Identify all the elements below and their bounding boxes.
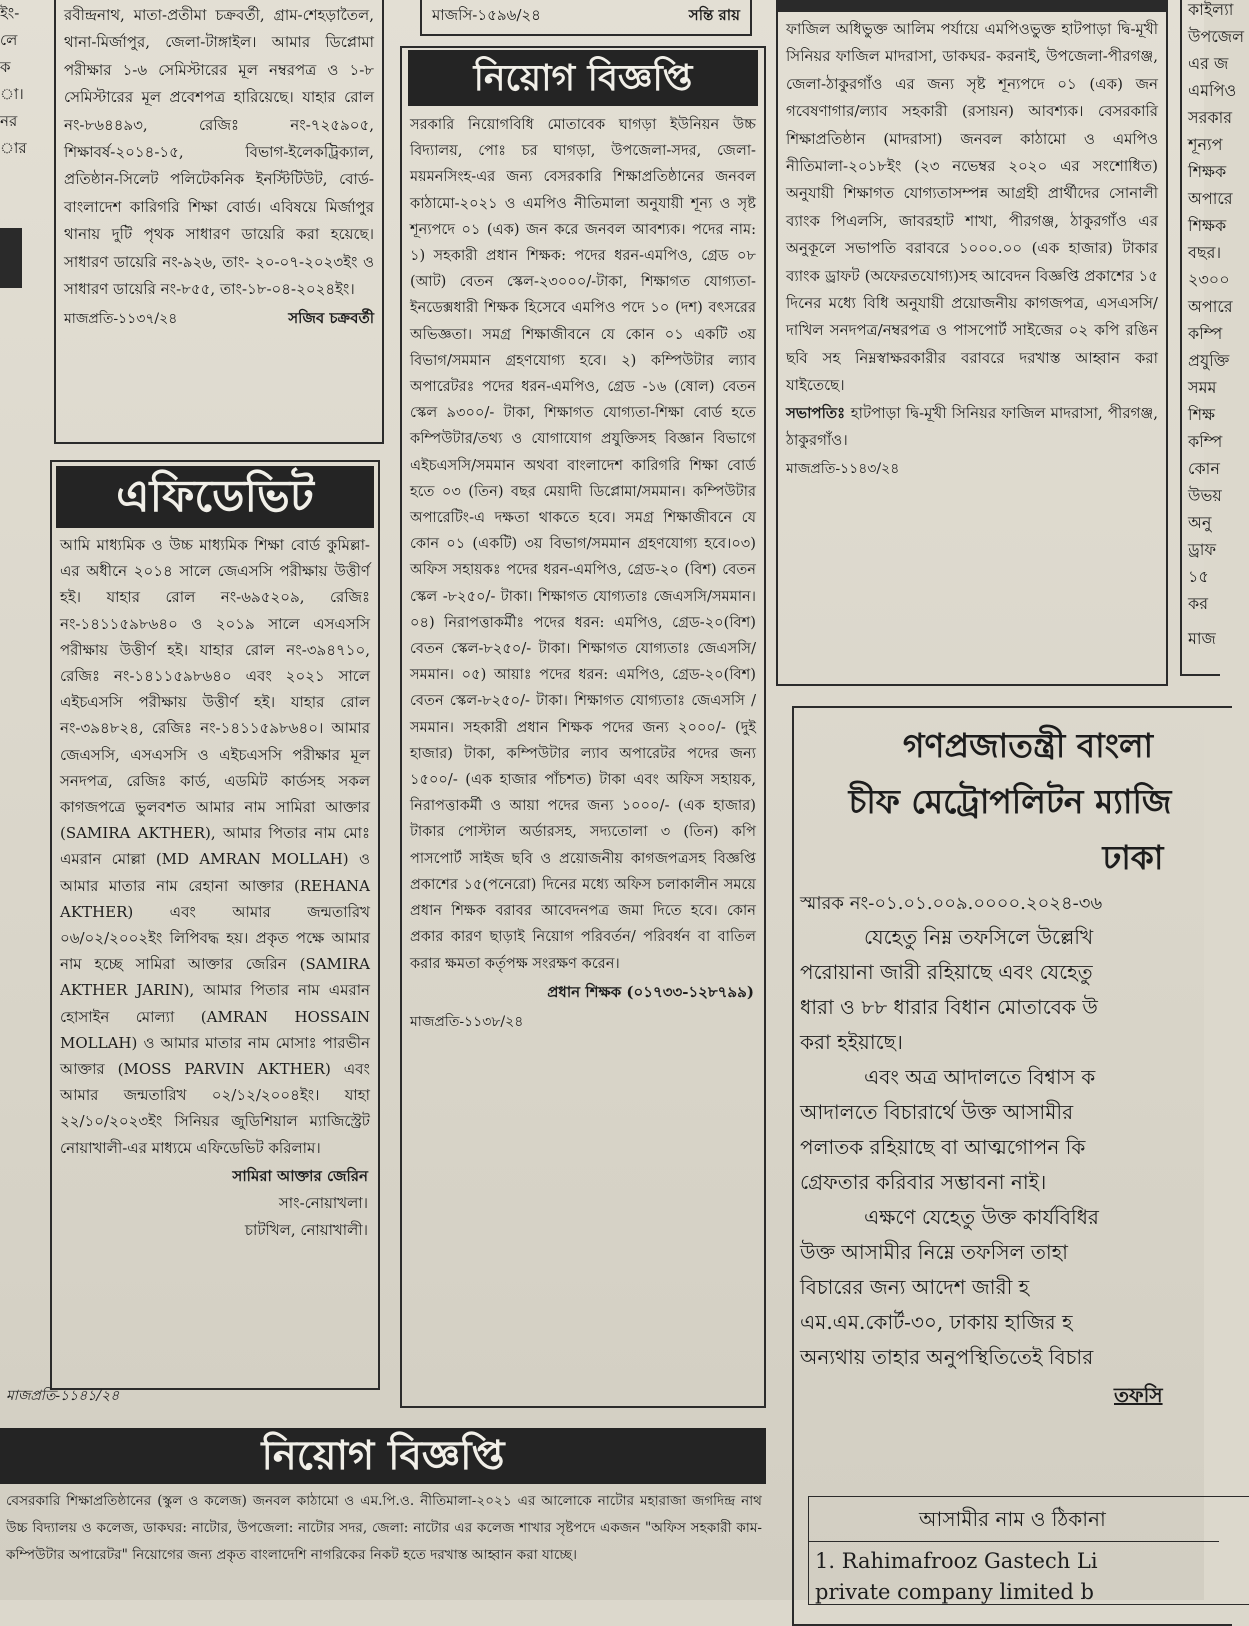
court-table-row-2: private company limited b (815, 1580, 1094, 1604)
court-table-header: আসামীর নাম ও ঠিকানা (809, 1497, 1219, 1542)
left-edge-dark-block (0, 228, 22, 288)
recruitment-signature-1: প্রধান শিক্ষক (০১৭৩৩-১২৮৭৯৯) (547, 982, 754, 1001)
madrasa-body: ফাজিল অধিভুক্ত আলিম পর্যায়ে এমপিওভুক্ত হাটপাড়া দ্বি-মূখী সিনিয়র ফাজিল মাদরাসা, ডাকঘর- করনাই, উপজেলা-পীরগঞ্জ, জেলা-ঠাকুরগাঁও এর জন্য সৃষ্ট শূন্যপদে ০১ (এক) জন গবেষণাগার/ল্যাব সহকারী (রসায়ন) আবশ্যক। বেসরকারি শিক্ষাপ্রতিষ্ঠান (মাদরাসা) জনবল কাঠামো ও এমপিও নীতিমালা-২০১৮ইং (২৩ নভেম্বর ২০২০ এর সংশোধিত) অনুযায়ী শিক্ষাগত যোগ্যতাসম্পন্ন আগ্রহী প্রার্থীদের সোনালী ব্যাংক পিএলসি, জাবরহাট শাখা, পীরগঞ্জ, ঠাকুরগাঁও এর অনুকূলে সভাপতি বরাবরে ১০০০.০০ (এক হাজার) টাকার ব্যাংক ড্রাফট (অফেরতযোগ্য)সহ আবেদন বিজ্ঞপ্তি প্রকাশের ১৫ দিনের মধ্যে বিধি অনুযায়ী প্রয়োজনীয় কাগজপত্র, এসএসসি/দাখিল সনদপত্র/নম্বরপত্র ও পাসপোর্ট সাইজের ০২ কপি রঙিন ছবি সহ নিম্নস্বাক্ষরকারীর বরাবরে দরখাস্ত আহ্বান করা যাইতেছে। (786, 20, 1158, 395)
col4-line: শিক্ষ (1188, 405, 1216, 424)
col4-line: সমম (1188, 378, 1217, 397)
notice-body: রবীন্দ্রনাথ, মাতা-প্রতীমা চক্রবর্তী, গ্রাম-শেহড়াতৈল, থানা-মির্জাপুর, জেলা-টাঙ্গাইল। আমার ডিপ্লোমা পরীক্ষার ১-৬ সেমিস্টারের মূল নম্বরপত্র ও ১-৮ সেমিস্টারের মূল প্রবেশপত্র হারিয়েছে। যাহার রোল নং-৮৬৪৪৯৩, রেজিঃ নং-৭২৫৯০৫, শিক্ষাবর্ষ-২০১৪-১৫, বিভাগ-ইলেকট্রিক্যাল, প্রতিষ্ঠান-সিলেট পলিটেকনিক ইনস্টিটিউট, বোর্ড-বাংলাদেশ কারিগরি শিক্ষা বোর্ড। এবিষয়ে মির্জাপুর থানায় দুটি পৃথক সাধারণ ডায়েরি করা হয়েছে। সাধারণ ডায়েরি নং-৯২৬, তাং- ২০-০৭-২০২৩ইং ও সাধারণ ডায়েরি নং-৮৫৫, তাং-১৮-০৪-২০২৪ইং। (64, 6, 374, 299)
court-line: এম.এম.কোর্ট-৩০, ঢাকায় হাজির হ (800, 1310, 1073, 1334)
court-line: বিচারের জন্য আদেশ জারী হ (800, 1275, 1030, 1299)
recruitment-body-1: সরকারি নিয়োগবিধি মোতাবেক ঘাগড়া ইউনিয়ন উচ্চ বিদ্যালয়, পোঃ চর ঘাগড়া, উপজেলা-সদর, জেলা-ময়মনসিংহ-এর জন্য বেসরকারি শিক্ষাপ্রতিষ্ঠানের জনবল কাঠামো-২০২১ ও এমপিও নীতিমালা অনুযায়ী শূন্য ও সৃষ্ট শূন্যপদে ০১ (এক) জন করে জনবল আবশ্যক। পদের নাম: ১) সহকারী প্রধান শিক্ষক: পদের ধরন-এমপিও, গ্রেড ০৮ (আট) বেতন স্কেল-২৩০০০/-টাকা, শিক্ষাগত যোগ্যতা-ইনডেক্সধারী শিক্ষক হিসেবে এমপিও পদে ১০ (দশ) বৎসরের অভিজ্ঞতা। সমগ্র শিক্ষাজীবনে যে কোন ০১ একটি ৩য় বিভাগ/সমমান গ্রহণযোগ্য হবে। ২) কম্পিউটার ল্যাব অপারেটরঃ পদের ধরন-এমপিও, গ্রেড -১৬ (ষোল) বেতন স্কেল ৯৩০০/- টাকা, শিক্ষাগত যোগ্যতা-শিক্ষা বোর্ড হতে কম্পিউটার/তথ্য ও যোগাযোগ প্রযুক্তিসহ বিজ্ঞান বিভাগে এইচএসসি/সমমান অথবা বাংলাদেশ কারিগরি শিক্ষা বোর্ড হতে ০৩ (তিন) বছর মেয়াদী ডিপ্লোমা/সমমান। কম্পিউটার অপারেটিং-এ দক্ষতা থাকতে হবে। সমগ্র শিক্ষাজীবনে যে কোন ০১ (একটি) ৩য় বিভাগ/সমমান গ্রহণযোগ্য হবে।০৩) অফিস সহায়কঃ পদের ধরন-এমপিও, গ্রেড-২০ (বিশ) বেতন স্কেল -৮২৫০/- টাকা। শিক্ষাগত যোগ্যতাঃ জেএসসি/সমমান। ০৪) নিরাপত্তাকর্মীঃ পদের ধরন: এমপিও, গ্রেড-২০(বিশ) বেতন স্কেল-৮২৫০/- টাকা। শিক্ষাগত যোগ্যতাঃ জেএসসি/সমমান। ০৫) আয়াঃ পদের ধরন: এমপিও, গ্রেড-২০(বিশ) বেতন স্কেল-৮২৫০/- টাকা। শিক্ষাগত যোগ্যতাঃ জেএসসি /সমমান। সহকারী প্রধান শিক্ষক পদের জন্য ২০০০/- (দুই হাজার) টাকা, কম্পিউটার ল্যাব অপারেটর পদের জন্য ১৫০০/- (এক হাজার পাঁচশত) টাকা এবং অফিস সহায়ক, নিরাপত্তাকর্মী ও আয়া পদের জন্য ১০০০/- (এক হাজার) টাকার পোস্টাল অর্ডারসহ, সদ্যতোলা ৩ (তিন) কপি পাসপোর্ট সাইজ ছবি ও প্রয়োজনীয় কাগজপত্রসহ বিজ্ঞপ্তি প্রকাশের ১৫(পনেরো) দিনের মধ্যে অফিস চলাকালীন সময়ে প্রধান শিক্ষক বরাবর আবেদনপত্র জমা দিতে হবে। কোন প্রকার কারণ ছাড়াই নিয়োগ পরিবর্তন/ পরিবর্ধন বা বাতিল করার ক্ষমতা কর্তৃপক্ষ সংরক্ষণ করেন। (410, 116, 756, 972)
left-edge-line: লে (0, 31, 18, 49)
col4-line: এমপিও (1188, 81, 1237, 100)
left-edge-line: ক (0, 58, 11, 76)
col4-line: ১৫ (1188, 567, 1209, 586)
col2-top-strip (420, 0, 752, 36)
madrasa-ref: মাজপ্রতি-১১৪৩/২৪ (786, 460, 900, 477)
court-line: গ্রেফতার করিবার সম্ভাবনা নাই। (800, 1170, 1047, 1194)
col4-line: প্রযুক্তি (1188, 351, 1230, 370)
col4-line: কম্পি (1188, 324, 1223, 343)
col4-line: কর (1188, 594, 1208, 613)
court-memo: স্মারক নং-০১.০১.০০৯.০০০০.২০২৪-৩৬ (800, 893, 1103, 914)
col4-line: অনু (1188, 513, 1212, 532)
col4-clipped-notice (1180, 0, 1244, 676)
recruitment-heading-2: নিয়োগ বিজ্ঞপ্তি (0, 1428, 766, 1484)
affidavit-address-2: চাটখিল, নোয়াখালী। (244, 1220, 368, 1239)
col4-line: অপারে (1188, 189, 1233, 208)
col4-line: শূন্যপ (1188, 135, 1223, 154)
court-line: অন্যথায় তাহার অনুপস্থিতিতেই বিচার (800, 1345, 1094, 1369)
col4-line: উপজেল (1188, 27, 1244, 46)
affidavit-address-1: সাং-নোয়াখলা। (278, 1193, 368, 1212)
recruitment-body-2: বেসরকারি শিক্ষাপ্রতিষ্ঠানের (স্কুল ও কলেজ) জনবল কাঠামো ও এম.পি.ও. নীতিমালা-২০২১ এর আলোকে নাটোর মহারাজা জগদিন্দ্র নাথ উচ্চ বিদ্যালয় ও কলেজ, ডাকঘর: নাটোর, উপজেলা: নাটোর সদর, জেলা: নাটোর এর কলেজ শাখার সৃষ্টপদে একজন "অফিস সহকারী কাম-কম্পিউটার অপারেটর" নিয়োগের জন্য প্রকৃত বাংলাদেশি নাগরিকের নিকট হতে দরখাস্ত আহ্বান করা যাচ্ছে। (6, 1493, 762, 1563)
madrasa-sign-text: হাটপাড়া দ্বি-মূখী সিনিয়র ফাজিল মাদরাসা, পীরগঞ্জ, ঠাকুরগাঁও। (786, 403, 1158, 450)
col4-line: ড্রাফ (1188, 540, 1217, 559)
affidavit-signer: সামিরা আক্তার জেরিন (232, 1166, 368, 1185)
col4-line: বছর। (1188, 243, 1222, 262)
recruitment-notice-1 (400, 46, 766, 1408)
col4-line: কাইল্যা (1188, 0, 1234, 19)
col2-top-ref: মাজসি-১৫৯৬/২৪ (432, 6, 541, 24)
court-line: এবং অত্র আদালতে বিশ্বাস ক (864, 1065, 1096, 1089)
court-schedule-heading: তফসি (1114, 1383, 1163, 1407)
col4-line: অপারে (1188, 297, 1233, 316)
col4-line: ২৩০০ (1188, 270, 1230, 289)
col4-line: এর জ (1188, 54, 1229, 73)
court-line: আদালতে বিচারার্থে উক্ত আসামীর (800, 1100, 1074, 1124)
court-line: ধারা ও ৮৮ ধারার বিধান মোতাবেক উ (800, 995, 1098, 1019)
col4-line: উভয় (1188, 486, 1222, 505)
affidavit-ref: মাজপ্রতি-১১৪১/২৪ (6, 1388, 120, 1404)
court-line: এক্ষণে যেহেতু উক্ত কার্যবিধির (864, 1205, 1099, 1229)
lost-document-notice (54, 0, 384, 444)
col4-line: শিক্ষক (1188, 162, 1227, 181)
recruitment-heading-1: নিয়োগ বিজ্ঞপ্তি (408, 50, 758, 106)
col4-ref: মাজ (1188, 629, 1216, 648)
court-line: পরোয়ানা জারী রহিয়াছে এবং যেহেতু (800, 960, 1093, 984)
court-line: যেহেতু নিম্ন তফসিলে উল্লেখি (864, 925, 1094, 949)
recruitment-notice-2 (0, 1428, 770, 1600)
col4-line: কম্পি (1188, 432, 1223, 451)
affidavit-body: আমি মাধ্যমিক ও উচ্চ মাধ্যমিক শিক্ষা বোর্ড কুমিল্লা-এর অধীনে ২০১৪ সালে জেএসসি পরীক্ষায় উত্তীর্ণ হই। যাহার রোল নং-৬৯৫২০৯, রেজিঃ নং-১৪১১৫৯৮৬৪০ ও ২০১৯ সালে এসএসসি পরীক্ষায় উত্তীর্ণ হই। যাহার রোল নং-৩৯৪৭১০, রেজিঃ নং-১৪১১৫৯৮৬৪০ এবং ২০২১ সালে এইচএসসি পরীক্ষায় উত্তীর্ণ হই। যাহার রোল নং-৩৯৪৮২৪, রেজিঃ নং-১৪১১৫৯৮৬৪০। আমার জেএসসি, এসএসসি ও এইচএসসি পরীক্ষার মূল সনদপত্র, রেজিঃ কার্ড, এডমিট কার্ডসহ সকল কাগজপত্রে ভুলবশত আমার নাম সামিরা আক্তার (SAMIRA AKTHER), আমার পিতার নাম মোঃ এমরান মোল্লা (MD AMRAN MOLLAH) ও আমার মাতার নাম রেহানা আক্তার (REHANA AKTHER) এবং আমার জন্মতারিখ ০৬/০২/২০০২ইং লিপিবদ্ধ হয়। প্রকৃত পক্ষে আমার নাম হচ্ছে সামিরা আক্তার জেরিন (SAMIRA AKTHER JARIN), আমার পিতার নাম এমরান হোসাইন মোল্যা (AMRAN HOSSAIN MOLLAH) ও আমার মাতার নাম মোসাঃ পারভীন আক্তার (MOSS PARVIN AKTHER) এবং আমার জন্মতারিখ ০২/১২/২০০৪ইং। যাহা ২২/১০/২০২৩ইং সিনিয়র জুডিশিয়াল ম্যাজিস্ট্রেট নোয়াখালী-এর মাধ্যমে এফিডেভিট করিলাম। (60, 536, 370, 1157)
court-notice (792, 706, 1232, 1626)
left-edge-line: ার (0, 139, 27, 157)
court-title-2: চীফ মেট্রোপলিটন ম্যাজি (848, 782, 1172, 821)
left-edge-line: ইং- (0, 4, 20, 22)
col3-top-banner-strip (776, 0, 1168, 10)
left-edge-line: নর (0, 112, 18, 130)
col4-line: সরকার (1188, 108, 1233, 127)
court-line: পলাতক রহিয়াছে বা আত্মগোপন কি (800, 1135, 1086, 1159)
left-edge-column (0, 0, 26, 200)
court-line: করা হইয়াছে। (800, 1030, 903, 1054)
madrasa-notice (776, 10, 1168, 686)
left-edge-line: া। (0, 85, 24, 103)
madrasa-sign-label: সভাপতিঃ (786, 403, 846, 422)
affidavit-notice (50, 460, 380, 1390)
col4-line: শিক্ষক (1188, 216, 1227, 235)
court-title-1: গণপ্রজাতন্ত্রী বাংলা (902, 726, 1154, 765)
court-line: উক্ত আসামীর নিম্নে তফসিল তাহা (800, 1240, 1068, 1264)
notice-signature: সজিব চক্রবর্তী (288, 309, 374, 328)
court-table-row-1: 1. Rahimafrooz Gastech Li (815, 1549, 1098, 1573)
recruitment-ref-1: মাজপ্রতি-১১৩৮/২৪ (410, 1013, 524, 1030)
affidavit-heading: এফিডেভিট (56, 466, 374, 528)
col2-top-name: সন্তি রায় (688, 6, 740, 24)
col4-line: কোন (1188, 459, 1220, 478)
court-table (808, 1496, 1249, 1605)
notice-ref: মাজপ্রতি-১১৩৭/২৪ (64, 311, 178, 328)
court-title-3: ঢাকা (1102, 838, 1164, 877)
